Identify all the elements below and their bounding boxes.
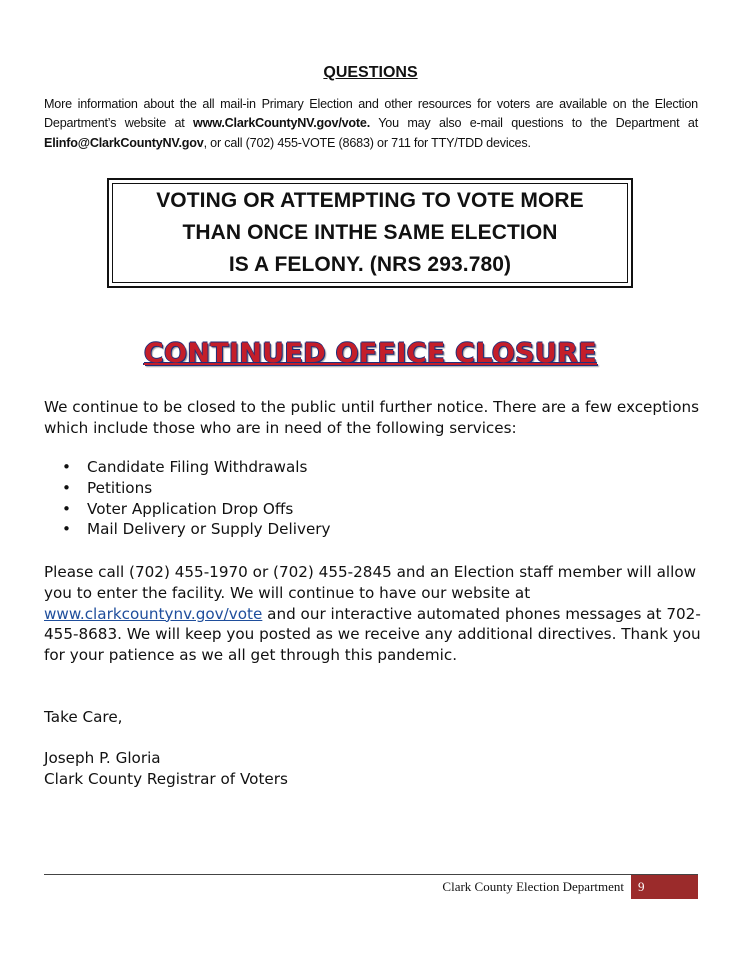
- list-item: [62, 457, 331, 478]
- bullet-icon: •: [62, 478, 71, 497]
- bullet-icon: •: [62, 458, 71, 476]
- signature-block: [44, 748, 704, 790]
- list-item: [62, 499, 331, 520]
- felony-notice-inner: [112, 183, 628, 283]
- questions-text-3: , or call (702) 455-VOTE (8683) or 711 for TTY/TDD devices.: [203, 135, 531, 150]
- bullet-icon: •: [62, 520, 71, 539]
- questions-text-2: You may also e-mail questions to the Department at: [370, 116, 698, 131]
- closure-contact-paragraph: [44, 562, 704, 666]
- felony-line-1: VOTING OR ATTEMPTING TO VOTE MORE: [156, 189, 584, 212]
- sign-off: Take Care,: [44, 708, 123, 726]
- bullet-icon: •: [62, 499, 71, 518]
- website-link[interactable]: www.clarkcountynv.gov/vote: [44, 604, 263, 623]
- service-label: Voter Application Drop Offs: [87, 499, 294, 518]
- footer-department: Clark County Election Department: [442, 879, 624, 894]
- service-label: Petitions: [87, 478, 153, 497]
- footer-divider: [44, 874, 698, 875]
- signer-title: Clark County Registrar of Voters: [44, 769, 288, 788]
- questions-paragraph: [44, 95, 698, 153]
- felony-line-3: IS A FELONY. (NRS 293.780): [228, 253, 512, 276]
- contact-text-2: and our interactive automated phones messages at 702-455-8683. We will keep you posted as we receive any additional directives. Thank you for your patience as we all get through this pandemic.: [44, 604, 701, 665]
- list-item: [62, 478, 331, 499]
- list-item: [62, 519, 331, 540]
- felony-line-2: THAN ONCE INTHE SAME ELECTION: [182, 221, 558, 244]
- service-label: Mail Delivery or Supply Delivery: [87, 520, 331, 539]
- closure-intro: We continue to be closed to the public until further notice. There are a few exceptions which include those who are in need of the following services:: [44, 398, 700, 437]
- questions-text-1: More information about the all mail-in Primary Election and other resources for voters are available on the Election Department’s website at: [44, 97, 698, 131]
- closure-title: CONTINUED OFFICE CLOSURE: [144, 338, 597, 369]
- felony-notice-box: [107, 178, 633, 288]
- service-label: Candidate Filing Withdrawals: [87, 458, 308, 476]
- services-list: [62, 457, 331, 540]
- questions-heading: QUESTIONS: [323, 64, 418, 81]
- contact-text-1: Please call (702) 455-1970 or (702) 455-2845 and an Election staff member will allow you to enter the facility. We will continue to have our website at: [44, 563, 697, 602]
- questions-email: Elinfo@ClarkCountyNV.gov: [44, 135, 204, 150]
- page-number: 9: [631, 875, 698, 899]
- signer-name: Joseph P. Gloria: [44, 749, 161, 767]
- questions-website: www.ClarkCountyNV.gov/vote.: [193, 116, 371, 131]
